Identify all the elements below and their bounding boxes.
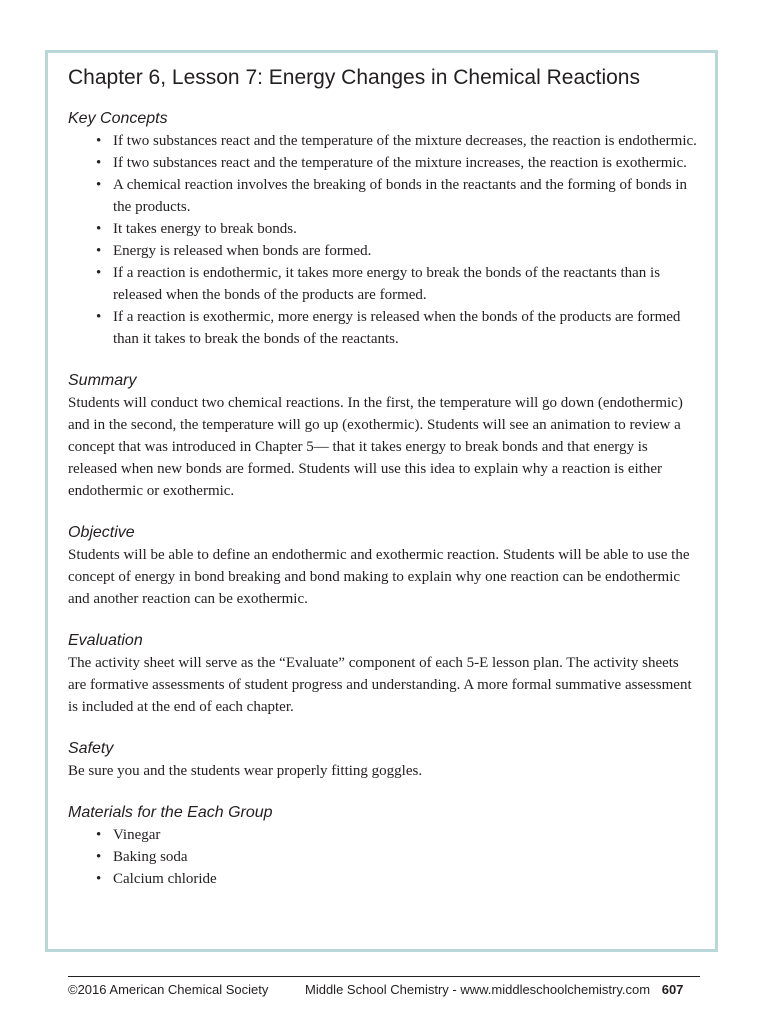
objective-heading: Objective (68, 524, 135, 541)
summary-text: Students will conduct two chemical reactions. In the first, the temperature will go down (endothermic) and in the second, the temperature will go up (exothermic). Students will see an animation to review a concept that was introduced in Chapter 5— that it takes energy to break bonds and that energy is released when new bonds are formed. Students will use this idea to explain why a reaction is either endothermic or exothermic. (68, 395, 683, 499)
list-item: • If two substances react and the temperature of the mixture decreases, the reaction is endothermic. (113, 130, 698, 152)
summary-heading: Summary (68, 372, 137, 389)
key-concepts-section (68, 108, 698, 350)
evaluation-section (68, 630, 698, 718)
list-item: • It takes energy to break bonds. (113, 218, 698, 240)
footer-site-text: Middle School Chemistry - www.middleschoolchemistry.com (305, 982, 651, 997)
list-item: • Baking soda (113, 846, 698, 868)
key-concepts-heading: Key Concepts (68, 110, 168, 127)
list-item: • Vinegar (113, 824, 698, 846)
objective-text: Students will be able to define an endothermic and exothermic reaction. Students will be able to use the concept of energy in bond breaking and bond making to explain why one reaction can be endothermic and another reaction can be exothermic. (68, 547, 690, 607)
footer-copyright: ©2016 American Chemical Society (68, 982, 269, 997)
list-item: • Calcium chloride (113, 868, 698, 890)
list-item: • A chemical reaction involves the breaking of bonds in the reactants and the forming of bonds in the products. (113, 174, 698, 218)
safety-text: Be sure you and the students wear properly fitting goggles. (68, 763, 423, 779)
materials-list (68, 824, 698, 890)
list-item: • If two substances react and the temperature of the mixture increases, the reaction is exothermic. (113, 152, 698, 174)
list-item: • If a reaction is endothermic, it takes more energy to break the bonds of the reactants than is released when the bonds of the products are formed. (113, 262, 698, 306)
footer-divider (68, 976, 700, 977)
list-item: • Energy is released when bonds are formed. (113, 240, 698, 262)
key-concepts-list (68, 130, 698, 350)
lesson-content (68, 62, 698, 910)
page-title: Chapter 6, Lesson 7: Energy Changes in Chemical Reactions (68, 66, 640, 89)
objective-section (68, 522, 698, 610)
materials-heading: Materials for the Each Group (68, 804, 273, 821)
footer-site (305, 982, 683, 997)
evaluation-heading: Evaluation (68, 632, 143, 649)
list-item: • If a reaction is exothermic, more energy is released when the bonds of the products are formed than it takes to break the bonds of the reactants. (113, 306, 698, 350)
safety-section (68, 738, 698, 782)
materials-section (68, 802, 698, 890)
page-number: 607 (661, 982, 684, 997)
summary-section (68, 370, 698, 502)
evaluation-text: The activity sheet will serve as the “Evaluate” component of each 5-E lesson plan. The activity sheets are formative assessments of student progress and understanding. A more formal summative assessment is included at the end of each chapter. (68, 655, 692, 715)
safety-heading: Safety (68, 740, 114, 757)
